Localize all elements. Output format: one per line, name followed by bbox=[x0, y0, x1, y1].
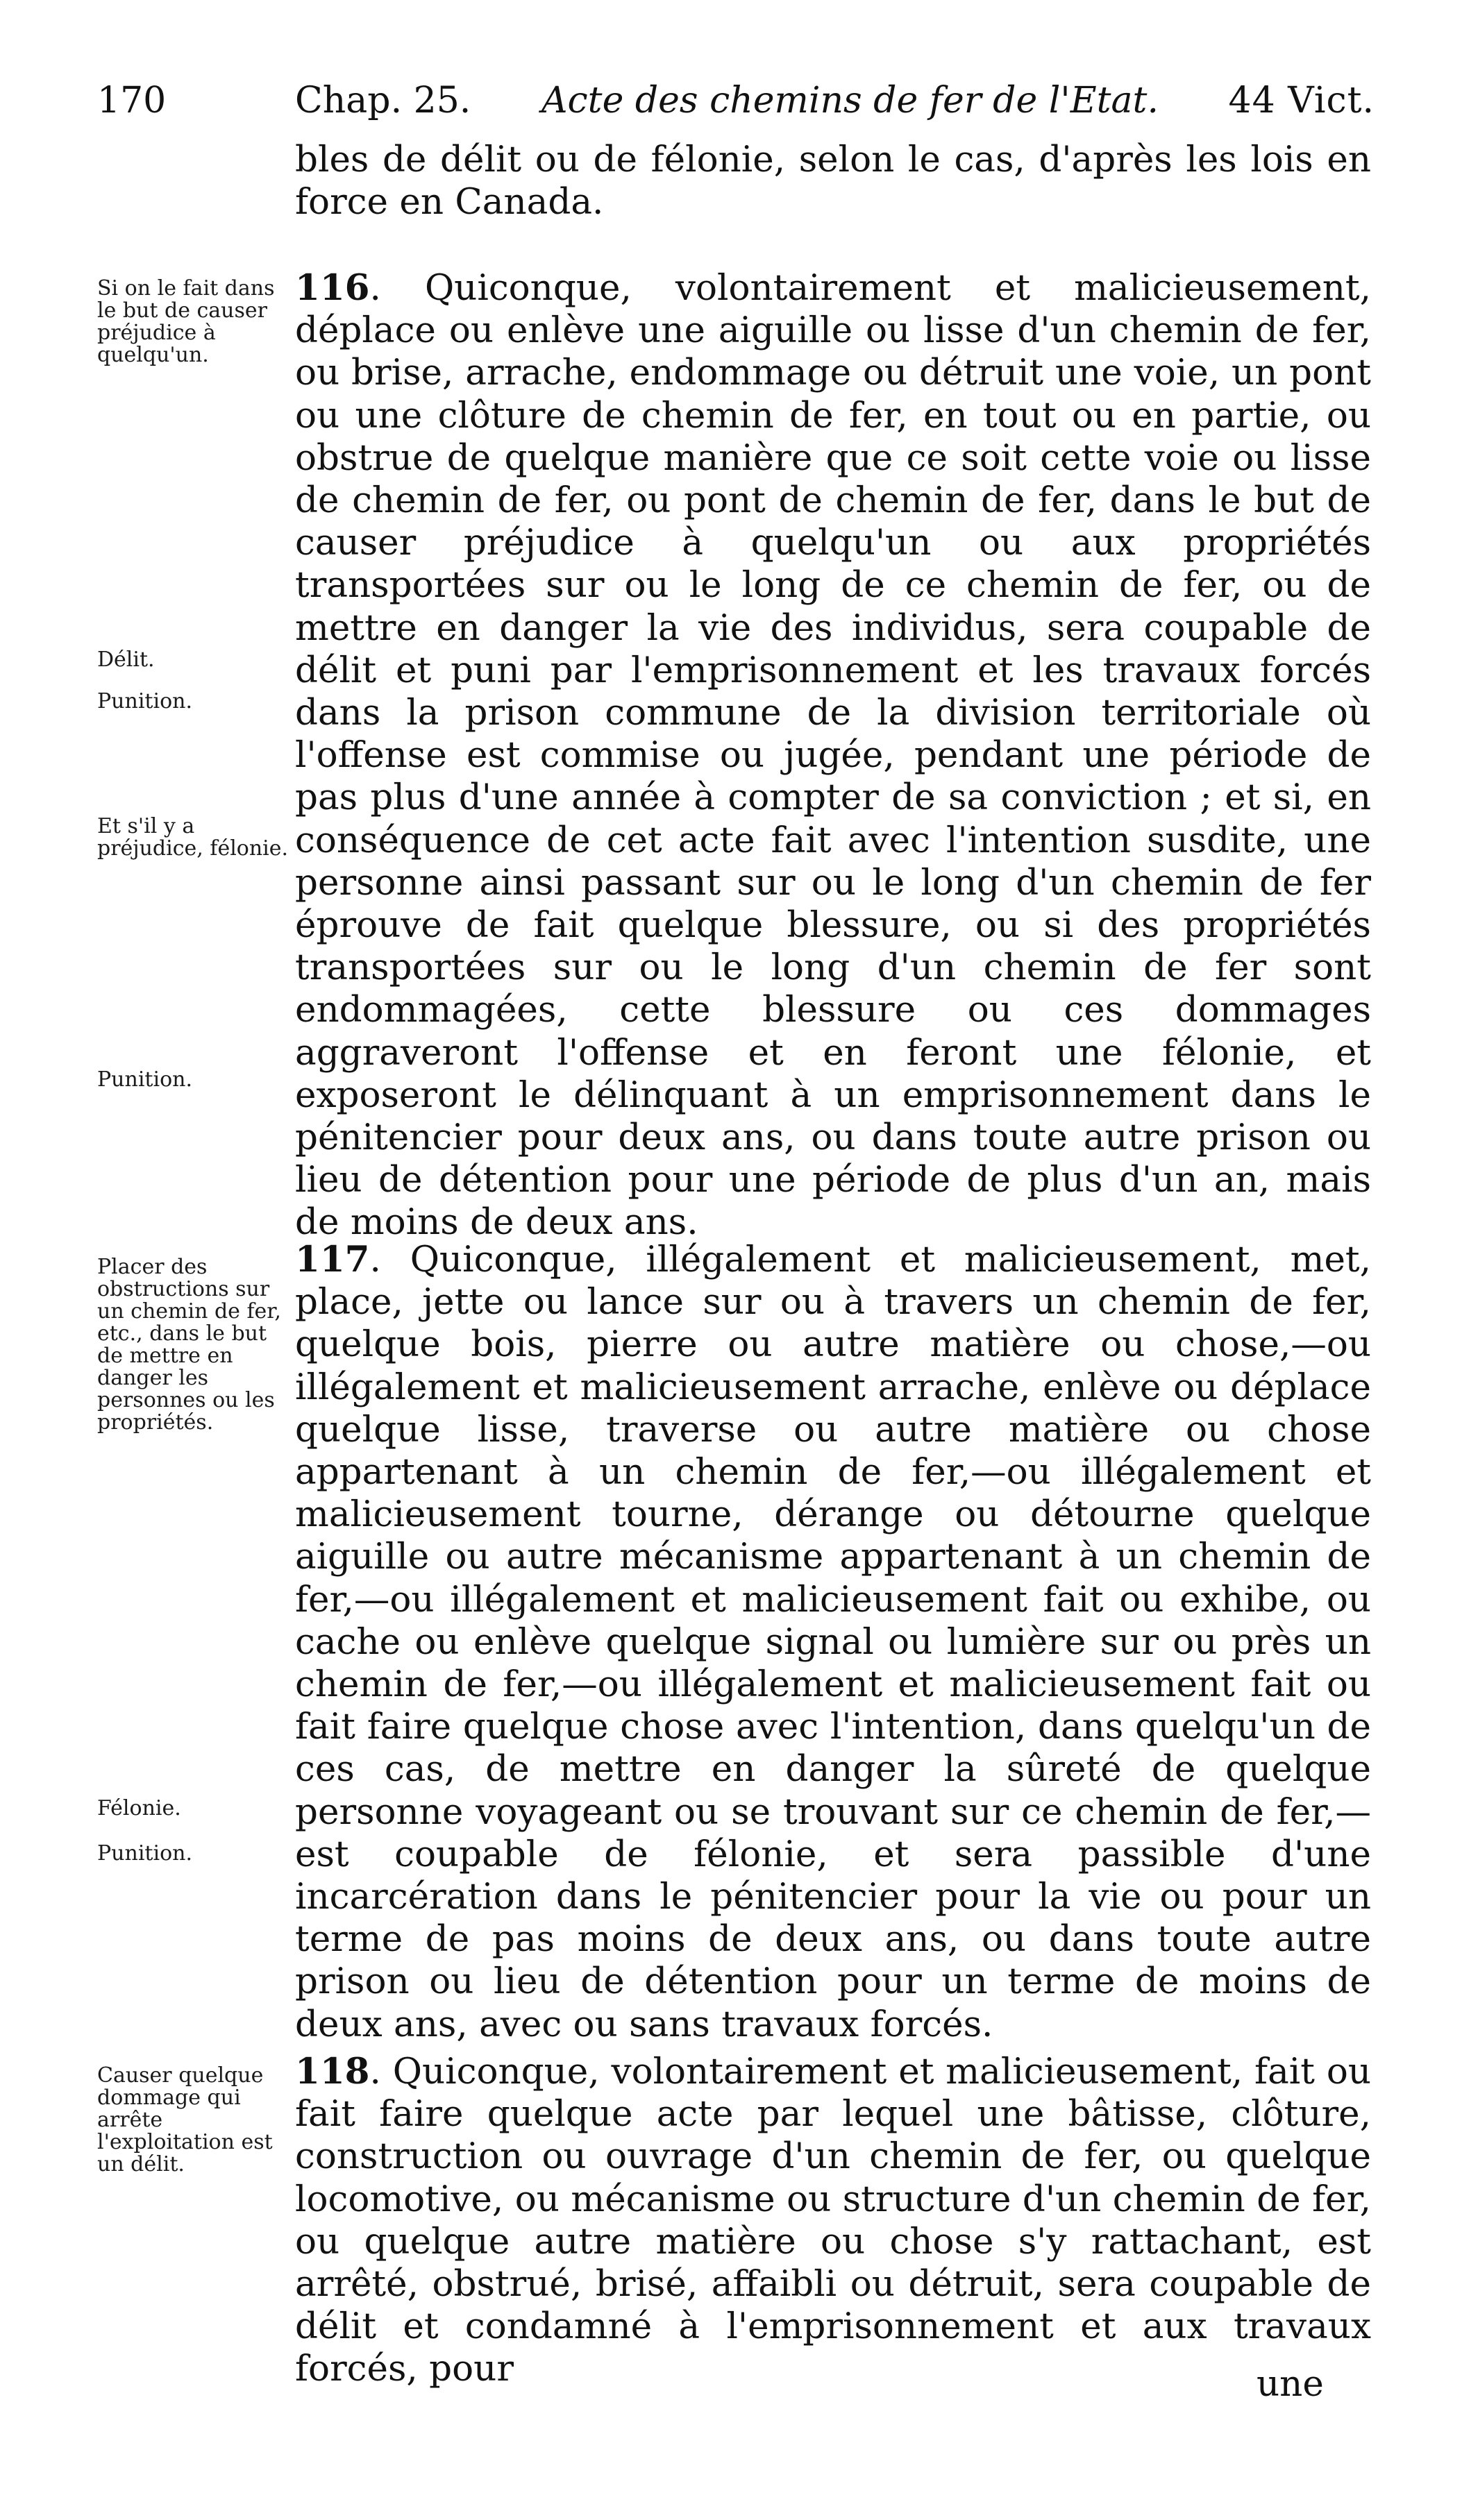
section-text: . Quiconque, illégalement et malicieusement, met, place, jette ou lance sur ou à travers un chemin de fer, quelque bois, pierre ou autre matière ou chose,—ou illégalement et malicieusement arrache, enlève ou déplace quelque lisse, traverse ou autre matière ou chose appartenant à un chemin de fer,—ou illégalement et malicieusement tourne, dérange ou détourne quelque aiguille ou autre mécanisme appartenant à un chemin de fer,—ou illégalement et malicieusement fait ou exhibe, ou cache ou enlève quelque signal ou lumière sur ou près un chemin de fer,—ou illégalement et malicieusement fait ou fait faire quelque chose avec l'intention, dans quelqu'un de ces cas, de mettre en danger la sûreté de quelque personne voyageant ou se trouvant sur ce chemin de fer,—est coupable de félonie, et sera passible d'une incarcération dans le pénitencier pour la vie ou pour un terme de pas moins de deux ans, ou dans toute autre prison ou lieu de détention pour un terme de moins de deux ans, avec ou sans travaux forcés. bbox=[295, 1239, 1371, 2045]
side-note: Placer des obstructions sur un chemin de fer, etc., dans le but de mettre en danger les personnes ou les propriétés. bbox=[97, 1255, 281, 1435]
side-note: Punition. bbox=[97, 1067, 192, 1092]
side-note: Félonie. bbox=[97, 1796, 181, 1820]
section-number: 117 bbox=[295, 1239, 370, 1280]
side-note: Causer quelque dommage qui arrête l'exploitation est un délit. bbox=[97, 2063, 273, 2176]
side-note: Délit. bbox=[97, 648, 155, 672]
chapter-label: Chap. 25. bbox=[295, 80, 471, 121]
regnal-year: 44 Vict. bbox=[1228, 80, 1375, 121]
section-text: . Quiconque, volontairement et malicieusement, déplace ou enlève une aiguille ou lisse d'un chemin de fer, ou brise, arrache, endommage ou détruit une voie, un pont ou une clôture de chemin de fer, en tout ou en partie, ou obstrue de quelque manière que ce soit cette voie ou lisse de chemin de fer, ou pont de chemin de fer, dans le but de causer préjudice à quelqu'un ou aux propriétés transportées sur ou le long de ce chemin de fer, ou de mettre en danger la vie des individus, sera coupable de délit et puni par l'emprisonnement et les travaux forcés dans la prison commune de la division territoriale où l'offense est commise ou jugée, pendant une période de pas plus d'une année à compter de sa conviction ; et si, en conséquence de cet acte fait avec l'intention susdite, une personne ainsi passant sur ou le long d'un chemin de fer éprouve de fait quelque blessure, ou si des propriétés transportées sur ou le long d'un chemin de fer sont endommagées, cette blessure ou ces dommages aggraveront l'offense et en feront une félonie, et exposeront le délinquant à un emprisonnement dans le pénitencier pour deux ans, ou dans toute autre prison ou lieu de détention pour une période de plus d'un an, mais de moins de deux ans. bbox=[295, 267, 1371, 1244]
page-number: 170 bbox=[97, 80, 167, 121]
side-note: Et s'il y a préjudice, félonie. bbox=[97, 814, 289, 861]
section-116 bbox=[295, 267, 1371, 1244]
continuation-paragraph bbox=[295, 139, 1371, 223]
catchword: une bbox=[1257, 2363, 1324, 2405]
side-note: Punition. bbox=[97, 1841, 192, 1866]
section-118 bbox=[295, 2051, 1371, 2391]
section-text: . Quiconque, volontairement et malicieusement, fait ou fait faire quelque acte par lequel une bâtisse, clôture, construction ou ouvrage d'un chemin de fer, ou quelque locomotive, ou mécanisme ou structure d'un chemin de fer, ou quelque autre matière ou chose s'y rattachant, est arrêté, obstrué, brisé, affaibli ou détruit, sera coupable de délit et condamné à l'emprisonnement et aux travaux forcés, pour bbox=[295, 2051, 1371, 2390]
continuation-text: bles de délit ou de félonie, selon le cas, d'après les lois en force en Canada. bbox=[295, 139, 1371, 223]
side-note: Punition. bbox=[97, 689, 192, 713]
section-number: 116 bbox=[295, 267, 370, 309]
running-header bbox=[97, 73, 1375, 128]
side-note: Si on le fait dans le but de causer préjudice à quelqu'un. bbox=[97, 276, 275, 367]
section-number: 118 bbox=[295, 2051, 370, 2092]
section-117 bbox=[295, 1239, 1371, 2046]
act-title: Acte des chemins de fer de l'Etat. bbox=[541, 80, 1159, 121]
